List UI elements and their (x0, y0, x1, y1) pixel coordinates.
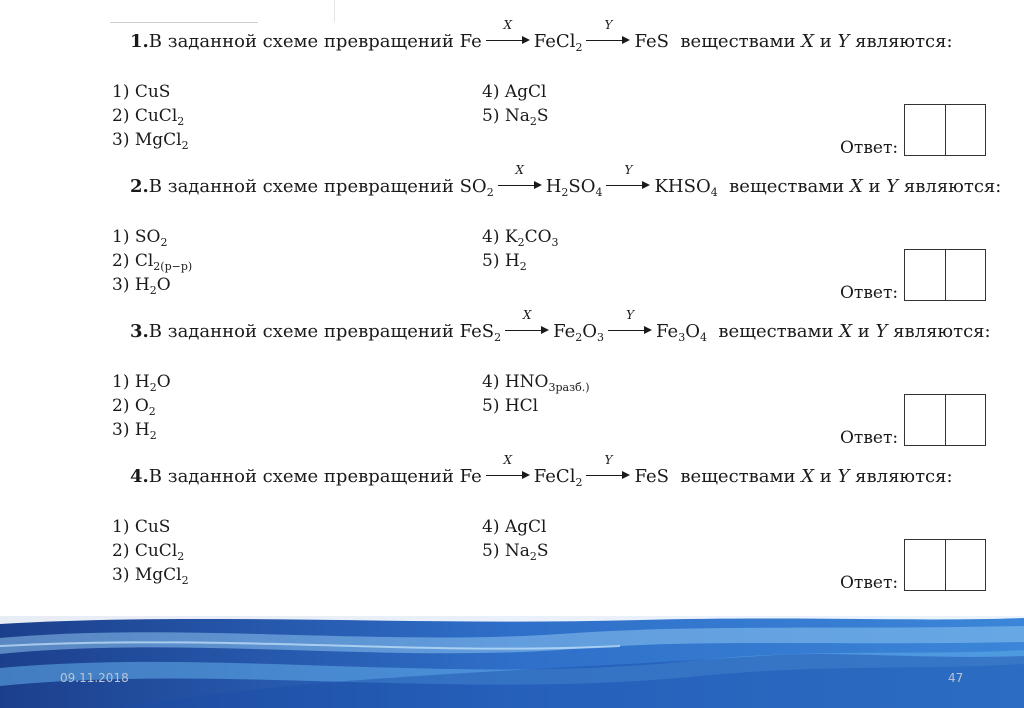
option-subscript: 2 (181, 574, 189, 587)
answer-box[interactable] (904, 539, 986, 591)
answer-option (482, 539, 549, 563)
chain-middle (534, 31, 583, 52)
option-text: 2) CuCl (112, 541, 178, 561)
chain-end-text: O (685, 321, 700, 342)
chain-start-subscript: 2 (494, 331, 502, 344)
question-title (130, 18, 953, 56)
question-prefix: В заданной схеме превращений (148, 176, 454, 197)
answer-cell-x[interactable] (905, 250, 945, 300)
top-divider (110, 22, 258, 23)
arrow-y-shaft (608, 330, 648, 331)
arrow-y (586, 453, 630, 484)
conjunction: и (819, 466, 832, 487)
arrow-y-label: Y (624, 163, 633, 177)
chain-end (656, 321, 707, 342)
answer-option (482, 515, 549, 539)
question-suffix: веществами (718, 321, 834, 342)
arrow-y-head (622, 471, 630, 479)
chain-start-text: SO (459, 176, 487, 197)
chain-end-subscript: 4 (699, 331, 707, 344)
chain-end-text: Fe (656, 321, 679, 342)
option-text: CO (524, 227, 552, 247)
option-text: 3) MgCl (112, 565, 182, 585)
arrow-y (586, 18, 630, 49)
option-subscript: 2 (519, 260, 527, 273)
arrow-y-label: Y (604, 453, 613, 467)
arrow-y-label: Y (626, 308, 634, 322)
question-title (130, 163, 1002, 201)
question-suffix: веществами (729, 176, 845, 197)
arrow-x-shaft (486, 475, 526, 476)
answer-cell-x[interactable] (905, 105, 945, 155)
question-prefix: В заданной схеме превращений (148, 321, 454, 342)
option (112, 517, 170, 537)
arrow-x (486, 18, 530, 49)
chain-start-text: FeS (459, 321, 495, 342)
chain-middle-text: SO (568, 176, 596, 197)
question-number: 4. (130, 466, 149, 487)
variable-x: X (801, 31, 815, 52)
answer-option (112, 273, 192, 297)
variable-y: Y (837, 466, 850, 487)
option (482, 251, 527, 271)
option (112, 106, 184, 126)
chain-middle (546, 176, 603, 197)
options-right (482, 370, 590, 418)
option-text: 5) Na (482, 106, 530, 126)
option-subscript: 2 (181, 139, 189, 152)
answer-option (112, 128, 189, 152)
answer-option (112, 418, 171, 442)
chain-start-text: Fe (459, 466, 482, 487)
arrow-x-shaft (505, 330, 545, 331)
option (112, 372, 171, 392)
options-right (482, 80, 549, 128)
option-text: 2) Cl (112, 251, 154, 271)
option-subscript: 2 (148, 405, 156, 418)
answer-box[interactable] (904, 104, 986, 156)
arrow-x (505, 308, 549, 339)
option (482, 396, 538, 416)
option-subscript: 3разб.) (548, 381, 590, 394)
chain-middle-text: FeCl (533, 31, 576, 52)
arrow-x-label: X (522, 308, 532, 322)
option-text: 1) H (112, 372, 150, 392)
question-number: 1. (130, 31, 149, 52)
arrow-y (606, 163, 650, 194)
arrow-x-label: X (503, 453, 513, 467)
option (482, 517, 546, 537)
arrow-x-head (534, 181, 542, 189)
answer-option (482, 225, 559, 249)
variable-x: X (801, 466, 815, 487)
option-subscript: 2 (529, 550, 537, 563)
chain-end-subscript: 4 (710, 186, 718, 199)
option-subscript: 2(р−р) (153, 260, 193, 273)
option (112, 251, 192, 271)
answer-label: Ответ: (840, 573, 899, 593)
option (482, 372, 590, 392)
answer-option (112, 539, 189, 563)
option-subscript: 2 (149, 284, 157, 297)
option-text: 1) SO (112, 227, 161, 247)
variable-x: X (839, 321, 853, 342)
footer-wave-band (0, 616, 1024, 708)
chain-end-text: FeS (634, 31, 669, 52)
question-number: 2. (130, 176, 149, 197)
option (482, 541, 549, 561)
answer-option (482, 80, 549, 104)
chain-end (634, 466, 669, 487)
question-suffix-end: являются: (855, 31, 953, 52)
option-subscript: 2 (149, 381, 157, 394)
answer-box[interactable] (904, 394, 986, 446)
question-suffix-end: являются: (855, 466, 953, 487)
arrow-y (608, 308, 652, 339)
option-subscript: 2 (177, 550, 185, 563)
answer-option (112, 249, 192, 273)
options-right (482, 225, 559, 273)
arrow-x (498, 163, 542, 194)
variable-y: Y (837, 31, 850, 52)
chain-middle-text: O (582, 321, 598, 342)
footer-date: 09.11.2018 (60, 671, 129, 685)
variable-x: X (849, 176, 863, 197)
question-prefix: В заданной схеме превращений (148, 31, 454, 52)
question-suffix-end: являются: (903, 176, 1002, 197)
question-2 (112, 163, 1002, 313)
chain-start-text: Fe (459, 31, 482, 52)
option-text: S (536, 541, 549, 561)
chain-end (654, 176, 717, 197)
option-text: 4) AgCl (482, 517, 547, 537)
option-subscript: 2 (149, 429, 157, 442)
chain-middle-subscript: 2 (575, 331, 583, 344)
option-subscript: 3 (551, 236, 559, 249)
option-text: S (536, 106, 549, 126)
arrow-x-shaft (498, 185, 538, 186)
chain-start (460, 31, 482, 52)
chain-start (460, 176, 494, 197)
chain-middle-text: H (545, 176, 562, 197)
option-text: 1) CuS (112, 517, 171, 537)
arrow-y-shaft (586, 40, 626, 41)
option-subscript: 2 (517, 236, 525, 249)
answer-label: Ответ: (840, 428, 899, 448)
option-subscript: 2 (177, 115, 185, 128)
chain-end (634, 31, 669, 52)
answer-option (482, 370, 590, 394)
conjunction: и (857, 321, 870, 342)
chain-end-subscript: 3 (678, 331, 686, 344)
option (112, 541, 184, 561)
arrow-y-shaft (586, 475, 626, 476)
question-suffix: веществами (680, 466, 796, 487)
chain-middle-subscript: 2 (575, 476, 583, 489)
chain-middle (553, 321, 604, 342)
option-text: O (156, 372, 171, 392)
answer-box[interactable] (904, 249, 986, 301)
chain-end-text: KHSO (654, 176, 711, 197)
chain-middle-text: FeCl (533, 466, 576, 487)
answer-option (482, 104, 549, 128)
chain-middle-subscript: 3 (597, 331, 605, 344)
option (112, 396, 156, 416)
option (112, 82, 170, 102)
answer-cell-y[interactable] (945, 395, 986, 445)
chain-middle-subscript: 2 (561, 186, 569, 199)
option-text: 2) O (112, 396, 149, 416)
top-tick-line (334, 0, 335, 22)
answer-cell-x[interactable] (905, 540, 945, 590)
answer-cell-y[interactable] (945, 250, 986, 300)
answer-option (112, 394, 171, 418)
option-text: 4) K (482, 227, 518, 247)
arrow-y-shaft (606, 185, 646, 186)
conjunction: и (868, 176, 881, 197)
arrow-y-label: Y (604, 18, 613, 32)
arrow-y-head (642, 181, 650, 189)
options-right (482, 515, 549, 563)
answer-option (112, 370, 171, 394)
question-title (130, 308, 991, 346)
arrow-y-head (622, 36, 630, 44)
option-text: 1) CuS (112, 82, 171, 102)
option-text: 5) H (482, 251, 520, 271)
footer-page-number: 47 (948, 671, 964, 685)
wave-graphic (0, 616, 1024, 708)
conjunction: и (819, 31, 832, 52)
options-left (112, 80, 189, 152)
question-suffix: веществами (680, 31, 796, 52)
answer-option (112, 225, 192, 249)
option-subscript: 2 (529, 115, 537, 128)
answer-label: Ответ: (840, 283, 899, 303)
chain-middle-subscript: 4 (595, 186, 603, 199)
option (482, 82, 546, 102)
answer-option (482, 394, 590, 418)
question-4 (112, 453, 992, 603)
chain-middle-subscript: 2 (575, 41, 583, 54)
arrow-x (486, 453, 530, 484)
question-1 (112, 18, 992, 168)
options-left (112, 225, 192, 297)
answer-option (112, 80, 189, 104)
question-number: 3. (130, 321, 149, 342)
option (112, 130, 189, 150)
option-text: 2) CuCl (112, 106, 178, 126)
arrow-x-head (541, 326, 549, 334)
arrow-x-label: X (503, 18, 513, 32)
chain-middle (534, 466, 583, 487)
question-prefix: В заданной схеме превращений (148, 466, 454, 487)
answer-option (112, 515, 189, 539)
answer-option (112, 563, 189, 587)
option (112, 565, 189, 585)
option (112, 227, 167, 247)
chain-start (460, 321, 502, 342)
options-left (112, 515, 189, 587)
arrow-x-label: X (515, 163, 524, 177)
options-left (112, 370, 171, 442)
answer-label: Ответ: (840, 138, 899, 158)
answer-cell-y[interactable] (945, 105, 986, 155)
answer-option (112, 104, 189, 128)
chain-start (460, 466, 482, 487)
answer-option (482, 249, 559, 273)
chain-end-text: FeS (634, 466, 669, 487)
arrow-x-head (522, 471, 530, 479)
option-text: 3) H (112, 275, 150, 295)
arrow-x-shaft (486, 40, 526, 41)
option (112, 420, 157, 440)
question-suffix-end: являются: (893, 321, 991, 342)
chain-start-subscript: 2 (486, 186, 494, 199)
option-text: 5) HCl (482, 396, 539, 416)
option (482, 227, 559, 247)
variable-y: Y (886, 176, 899, 197)
option-text: 3) H (112, 420, 150, 440)
question-3 (112, 308, 992, 458)
option-subscript: 2 (160, 236, 168, 249)
answer-cell-x[interactable] (905, 395, 945, 445)
option (482, 106, 549, 126)
chain-middle-text: Fe (553, 321, 576, 342)
option-text: 4) HNO (482, 372, 549, 392)
variable-y: Y (875, 321, 888, 342)
answer-cell-y[interactable] (945, 540, 986, 590)
option (112, 275, 171, 295)
question-title (130, 453, 953, 491)
option-text: O (156, 275, 171, 295)
arrow-y-head (644, 326, 652, 334)
option-text: 5) Na (482, 541, 530, 561)
option-text: 3) MgCl (112, 130, 182, 150)
arrow-x-head (522, 36, 530, 44)
option-text: 4) AgCl (482, 82, 547, 102)
